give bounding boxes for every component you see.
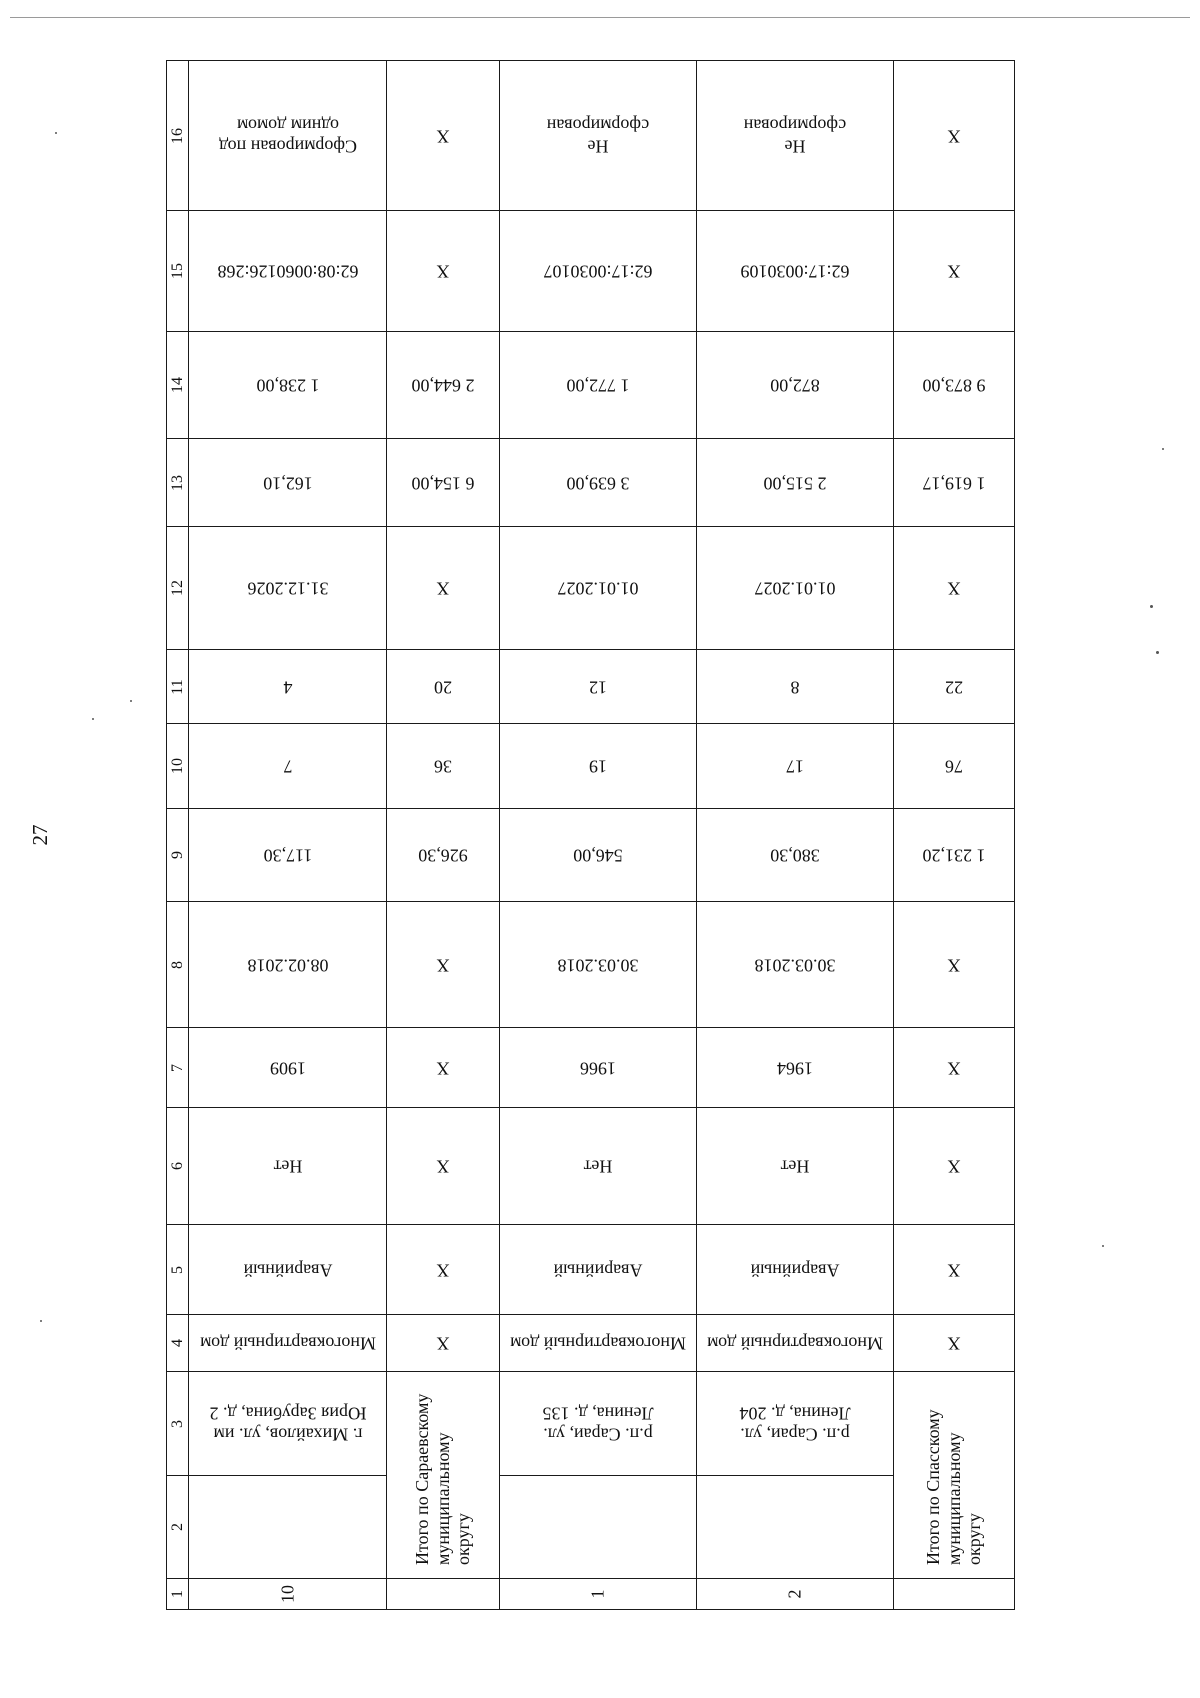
row3-col15: 62:17:0030107 xyxy=(500,211,697,332)
row4-col4: Многоквартирный дом xyxy=(697,1315,894,1372)
scan-speck xyxy=(55,132,57,134)
row2-col14: 2 644,00 xyxy=(387,332,500,439)
row2-col10: 36 xyxy=(387,724,500,809)
row2-col8: X xyxy=(387,902,500,1028)
row1-col14: 1 238,00 xyxy=(189,332,387,439)
row4-col12: 01.01.2027 xyxy=(697,527,894,650)
header-cell-12: 12 xyxy=(167,527,189,650)
row5-col1 xyxy=(894,1579,1015,1610)
row1-col8: 08.02.2018 xyxy=(189,902,387,1028)
row2-col4: X xyxy=(387,1315,500,1372)
row1-col16: Сформирован под одним домом xyxy=(189,61,387,211)
header-cell-8: 8 xyxy=(167,902,189,1028)
scan-speck xyxy=(1156,651,1159,654)
row2-col9: 926,30 xyxy=(387,809,500,902)
row1-col12: 31.12.2026 xyxy=(189,527,387,650)
row4-col10: 17 xyxy=(697,724,894,809)
row3-col12: 01.01.2027 xyxy=(500,527,697,650)
row2-col1 xyxy=(387,1579,500,1610)
row1-col11: 4 xyxy=(189,650,387,724)
header-cell-1: 1 xyxy=(167,1579,189,1610)
row1-col4: Многоквартирный дом xyxy=(189,1315,387,1372)
row2-col12: X xyxy=(387,527,500,650)
row3-col4: Многоквартирный дом xyxy=(500,1315,697,1372)
row5-col9: 1 231,20 xyxy=(894,809,1015,902)
header-cell-16: 16 xyxy=(167,61,189,211)
header-cell-7: 7 xyxy=(167,1028,189,1108)
band-col-16 xyxy=(167,61,1015,211)
row5-total-label: Итого по Спасскому муниципальному округу xyxy=(894,1372,1015,1579)
row5-col4: X xyxy=(894,1315,1015,1372)
row3-col14: 1 772,00 xyxy=(500,332,697,439)
band-col-12 xyxy=(167,527,1015,650)
row4-col8: 30.03.2018 xyxy=(697,902,894,1028)
row1-col13: 162,10 xyxy=(189,439,387,527)
row4-col2 xyxy=(697,1476,894,1579)
row4-col14: 872,00 xyxy=(697,332,894,439)
scan-edge-line xyxy=(10,17,1190,18)
band-col-6 xyxy=(167,1108,1015,1225)
row1-col5: Аварийный xyxy=(189,1225,387,1315)
row5-col16: X xyxy=(894,61,1015,211)
scan-speck xyxy=(1162,448,1164,450)
row5-col8: X xyxy=(894,902,1015,1028)
scan-speck xyxy=(92,718,94,720)
row2-col11: 20 xyxy=(387,650,500,724)
row1-col10: 7 xyxy=(189,724,387,809)
band-col-2 xyxy=(167,1476,1015,1579)
header-cell-10: 10 xyxy=(167,724,189,809)
row3-col11: 12 xyxy=(500,650,697,724)
row5-col5: X xyxy=(894,1225,1015,1315)
row4-col5: Аварийный xyxy=(697,1225,894,1315)
row4-col16: Не сформирован xyxy=(697,61,894,211)
scan-speck xyxy=(130,700,132,702)
header-cell-11: 11 xyxy=(167,650,189,724)
row4-col15: 62:17:0030109 xyxy=(697,211,894,332)
row3-col2 xyxy=(500,1476,697,1579)
header-cell-15: 15 xyxy=(167,211,189,332)
band-col-13 xyxy=(167,439,1015,527)
row3-col6: Нет xyxy=(500,1108,697,1225)
header-cell-4: 4 xyxy=(167,1315,189,1372)
band-col-10 xyxy=(167,724,1015,809)
row3-col7: 1966 xyxy=(500,1028,697,1108)
row1-col2 xyxy=(189,1476,387,1579)
band-col-7 xyxy=(167,1028,1015,1108)
band-col-8 xyxy=(167,902,1015,1028)
row2-col7: X xyxy=(387,1028,500,1108)
band-col-1 xyxy=(167,1579,1015,1610)
housing-registry-table xyxy=(166,60,1015,1610)
band-col-3 xyxy=(167,1372,1015,1476)
row1-col3: г. Михайлов, ул. им Юрия Зарубина, д. 2 xyxy=(189,1372,387,1476)
row2-col16: X xyxy=(387,61,500,211)
row2-col13: 6 154,00 xyxy=(387,439,500,527)
band-col-14 xyxy=(167,332,1015,439)
row4-col13: 2 515,00 xyxy=(697,439,894,527)
row4-col11: 8 xyxy=(697,650,894,724)
scan-speck xyxy=(1102,1245,1104,1247)
scan-speck xyxy=(40,1320,42,1322)
row3-col5: Аварийный xyxy=(500,1225,697,1315)
row5-col13: 1 619,17 xyxy=(894,439,1015,527)
row1-col15: 62:08:0060126:268 xyxy=(189,211,387,332)
row4-col3: р.п. Сараи, ул. Ленина, д. 204 xyxy=(697,1372,894,1476)
band-col-11 xyxy=(167,650,1015,724)
row3-col3: р.п. Сараи, ул. Ленина, д. 135 xyxy=(500,1372,697,1476)
row4-col6: Нет xyxy=(697,1108,894,1225)
band-col-5 xyxy=(167,1225,1015,1315)
header-cell-6: 6 xyxy=(167,1108,189,1225)
row3-col13: 3 639,00 xyxy=(500,439,697,527)
row3-col10: 19 xyxy=(500,724,697,809)
row5-col6: X xyxy=(894,1108,1015,1225)
row4-col9: 380,30 xyxy=(697,809,894,902)
header-cell-14: 14 xyxy=(167,332,189,439)
row5-col14: 9 873,00 xyxy=(894,332,1015,439)
header-cell-2: 2 xyxy=(167,1476,189,1579)
header-cell-9: 9 xyxy=(167,809,189,902)
row4-col1: 2 xyxy=(697,1579,894,1610)
row1-col7: 1909 xyxy=(189,1028,387,1108)
row3-col16: Не сформирован xyxy=(500,61,697,211)
row4-col7: 1964 xyxy=(697,1028,894,1108)
header-cell-5: 5 xyxy=(167,1225,189,1315)
row3-col8: 30.03.2018 xyxy=(500,902,697,1028)
row2-total-label: Итого по Сараевскому муниципальному округу xyxy=(387,1372,500,1579)
header-cell-3: 3 xyxy=(167,1372,189,1476)
row5-col11: 22 xyxy=(894,650,1015,724)
scan-speck xyxy=(1150,605,1153,608)
row5-col12: X xyxy=(894,527,1015,650)
row2-col5: X xyxy=(387,1225,500,1315)
band-col-4 xyxy=(167,1315,1015,1372)
row1-col1: 10 xyxy=(189,1579,387,1610)
page-number: 27 xyxy=(27,824,52,846)
band-col-15 xyxy=(167,211,1015,332)
row1-col6: Нет xyxy=(189,1108,387,1225)
row2-col15: X xyxy=(387,211,500,332)
row1-col9: 117,30 xyxy=(189,809,387,902)
row5-col15: X xyxy=(894,211,1015,332)
row3-col9: 546,00 xyxy=(500,809,697,902)
row3-col1: 1 xyxy=(500,1579,697,1610)
row5-col10: 76 xyxy=(894,724,1015,809)
header-cell-13: 13 xyxy=(167,439,189,527)
row2-col6: X xyxy=(387,1108,500,1225)
row5-col7: X xyxy=(894,1028,1015,1108)
band-col-9 xyxy=(167,809,1015,902)
